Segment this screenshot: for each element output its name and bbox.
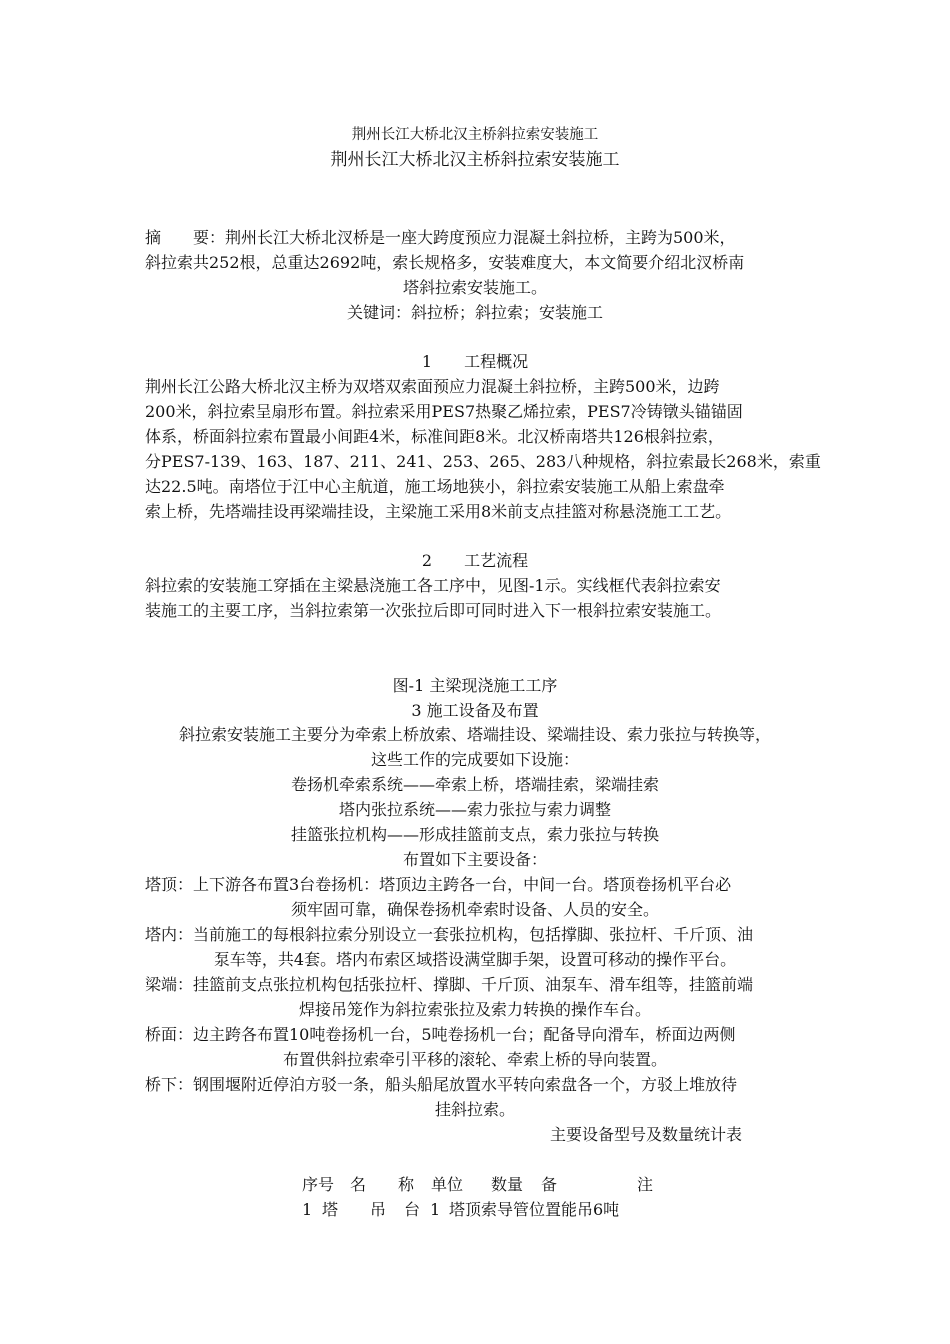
paragraph-line: 桥面：边主跨各布置10吨卷扬机一台，5吨卷扬机一台；配备导向滑车，桥面边两侧 [145,1025,736,1044]
paragraph-line: 挂篮张拉机构——形成挂篮前支点，索力张拉与转换 [290,825,659,844]
abstract-line: 摘 要：荆州长江大桥北汊桥是一座大跨度预应力混凝土斜拉桥，主跨为500米， [145,228,736,247]
table-cell: 1 [430,1200,441,1219]
document-title: 荆州长江大桥北汉主桥斜拉索安装施工 [330,150,620,170]
paragraph-line: 斜拉索的安装施工穿插在主梁悬浇施工各工序中，见图-1示。实线框代表斜拉索安 [145,576,721,595]
paragraph-line: 须牢固可靠，确保卷扬机牵索时设备、人员的安全。 [290,900,659,919]
figure-caption: 图-1 主梁现浇施工工序 [392,676,558,695]
paragraph-line: 卷扬机牵索系统——牵索上桥，塔端挂索，梁端挂索 [290,775,659,794]
table-cell: 1 [302,1200,313,1219]
paragraph-line: 布置如下主要设备： [402,850,547,869]
table-header-cell: 备 注 [541,1175,654,1194]
abstract-line: 斜拉索共252根，总重达2692吨，索长规格多，安装难度大，本文简要介绍北汊桥南 [145,253,745,272]
section-heading: 2 工艺流程 [421,551,529,570]
table-cell: 塔 吊 [322,1200,387,1219]
paragraph-line: 装施工的主要工序，当斜拉索第一次张拉后即可同时进入下一根斜拉索安装施工。 [145,601,722,620]
paragraph-line: 布置供斜拉索牵引平移的滚轮、牵索上桥的导向装置。 [282,1050,667,1069]
table-cell: 塔顶索导管位置能吊6吨 [449,1200,620,1219]
table-header-cell: 序号 [302,1175,335,1194]
paragraph-line: 塔内：当前施工的每根斜拉索分别设立一套张拉机构，包括撑脚、张拉杆、千斤顶、油 [145,925,754,944]
header-title: 荆州长江大桥北汉主桥斜拉索安装施工 [351,127,599,143]
paragraph-line: 200米，斜拉索呈扇形布置。斜拉索采用PES7热聚乙烯拉索，PES7冷铸镦头锚锚固 [145,402,743,421]
table-header-cell: 数量 [491,1175,524,1194]
paragraph-line: 泵车等，共4套。塔内布索区域搭设满堂脚手架，设置可移动的操作平台。 [213,950,737,969]
paragraph-line: 分PES7-139、163、187、211、241、253、265、283八种规格，斜拉索最长268米，索重 [145,452,821,471]
paragraph-line: 斜拉索安装施工主要分为牵索上桥放索、塔端挂设、梁端挂设、索力张拉与转换等， [178,725,771,744]
paragraph-line: 荆州长江公路大桥北汉主桥为双塔双索面预应力混凝土斜拉桥，主跨500米，边跨 [145,377,720,396]
keywords: 关键词：斜拉桥；斜拉索；安装施工 [346,303,603,322]
paragraph-line: 索上桥，先塔端挂设再梁端挂设，主梁施工采用8米前支点挂篮对称悬浇施工工艺。 [145,502,732,521]
paragraph-line: 体系，桥面斜拉索布置最小间距4米，标准间距8米。北汉桥南塔共126根斜拉索， [145,427,724,446]
table-header-cell: 名 称 [350,1175,415,1194]
table-title: 主要设备型号及数量统计表 [550,1125,743,1144]
paragraph-line: 桥下：钢围堰附近停泊方驳一条，船头船尾放置水平转向索盘各一个，方驳上堆放待 [145,1075,738,1094]
paragraph-line: 塔内张拉系统——索力张拉与索力调整 [338,800,611,819]
paragraph-line: 这些工作的完成要如下设施： [370,750,579,769]
section-heading: 1 工程概况 [421,352,529,371]
paragraph-line: 达22.5吨。南塔位于江中心主航道，施工场地狭小，斜拉索安装施工从船上索盘牵 [145,477,725,496]
abstract-line: 塔斜拉索安装施工。 [402,278,547,297]
paragraph-line: 焊接吊笼作为斜拉索张拉及索力转换的操作车台。 [298,1000,651,1019]
section-heading: 3 施工设备及布置 [411,701,539,720]
table-header-cell: 单位 [431,1175,464,1194]
paragraph-line: 梁端：挂篮前支点张拉机构包括张拉杆、撑脚、千斤顶、油泵车、滑车组等，挂篮前端 [145,975,754,994]
paragraph-line: 塔顶：上下游各布置3台卷扬机：塔顶边主跨各一台，中间一台。塔顶卷扬机平台必 [145,875,732,894]
paragraph-line: 挂斜拉索。 [434,1100,515,1119]
table-cell: 台 [404,1200,421,1219]
